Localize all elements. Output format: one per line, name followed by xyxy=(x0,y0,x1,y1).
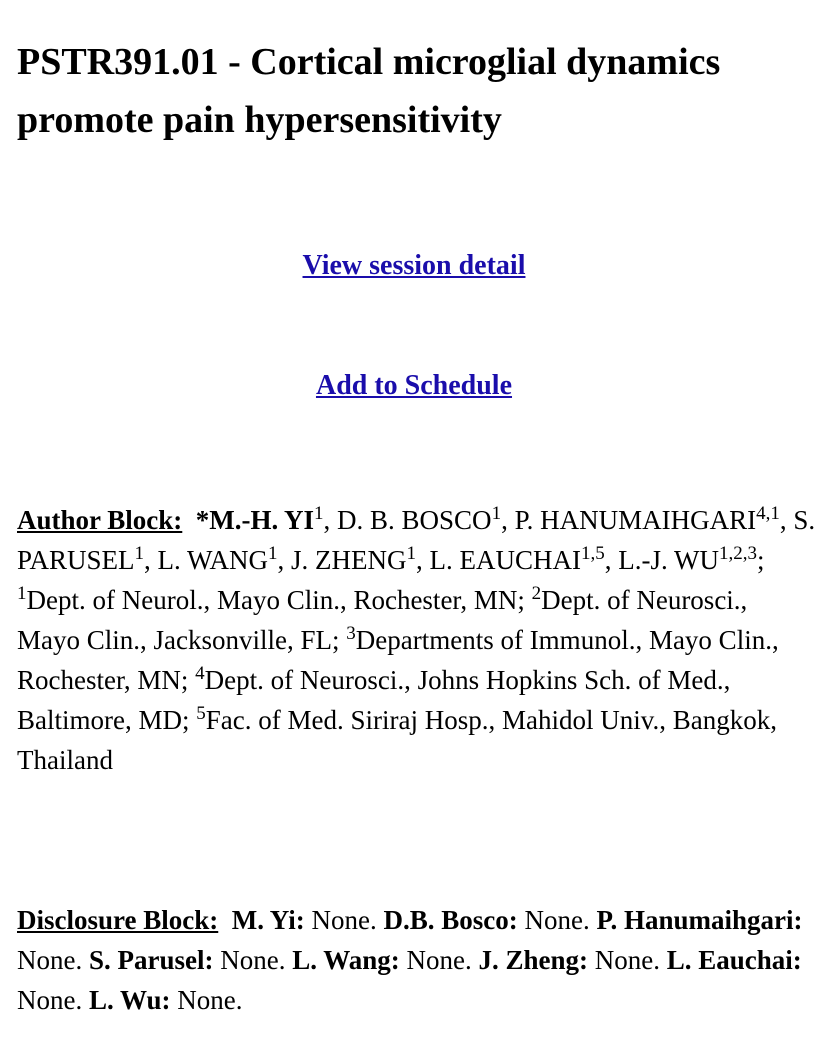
disclosure-value: None. xyxy=(17,985,83,1015)
affiliation-separator: ; xyxy=(181,705,197,735)
disclosure-name: L. Wu: xyxy=(88,985,171,1015)
disclosure-name: L. Wang: xyxy=(292,945,400,975)
affiliation-text: Dept. of Neurol., Mayo Clin., Rochester, MN xyxy=(26,585,518,615)
author-separator: , xyxy=(779,505,794,535)
author-name: D. B. BOSCO xyxy=(337,505,492,535)
author-affiliation-number: 1 xyxy=(406,543,417,564)
author-name: L.-J. WU xyxy=(618,545,720,575)
author-separator: , xyxy=(604,545,619,575)
disclosure-value: None. xyxy=(177,985,243,1015)
affiliation-text: Dept. of Neurosci., Johns Hopkins Sch. of Med., Baltimore, MD xyxy=(17,665,731,735)
affiliation-text: Dept. of Neurosci., Mayo Clin., Jacksonville, FL xyxy=(17,585,748,655)
author-affiliation-number: 1 xyxy=(268,543,278,564)
disclosure-value: None. xyxy=(406,945,472,975)
disclosure-name: M. Yi: xyxy=(231,905,305,935)
author-separator: ; xyxy=(757,545,765,575)
author-block xyxy=(17,500,817,780)
disclosure-name: S. Parusel: xyxy=(88,945,214,975)
author-affiliation-number: 1 xyxy=(314,503,324,524)
author-separator: , xyxy=(277,545,292,575)
affiliation-separator: ; xyxy=(331,625,347,655)
affiliation-list xyxy=(17,585,779,775)
disclosure-block-label: Disclosure Block: xyxy=(17,905,219,935)
add-to-schedule-link[interactable]: Add to Schedule xyxy=(315,370,513,401)
disclosure-value: None. xyxy=(220,945,286,975)
affiliation-separator: ; xyxy=(180,665,196,695)
author-separator: , xyxy=(144,545,158,575)
affiliation-text: Departments of Immunol., Mayo Clin., Rochester, MN xyxy=(17,625,779,695)
author-name: L. WANG xyxy=(157,545,269,575)
disclosure-value: None. xyxy=(311,905,377,935)
disclosure-name: P. Hanumaihgari: xyxy=(596,905,803,935)
author-name: *M.-H. YI xyxy=(195,505,315,535)
affiliation-number: 4 xyxy=(195,663,205,684)
affiliation-text: Fac. of Med. Siriraj Hosp., Mahidol Univ., Bangkok, Thailand xyxy=(17,705,777,775)
affiliation-number: 1 xyxy=(17,583,27,604)
author-block-label: Author Block: xyxy=(17,505,183,535)
affiliation-number: 3 xyxy=(346,623,356,644)
disclosure-value: None. xyxy=(524,905,590,935)
affiliation-number: 2 xyxy=(531,583,542,604)
session-link-row xyxy=(0,250,828,282)
author-affiliation-number: 1,5 xyxy=(581,543,605,564)
page-title: PSTR391.01 - Cortical microglial dynamics promote pain hypersensitivity xyxy=(17,41,721,141)
author-affiliation-number: 1 xyxy=(134,543,145,564)
author-affiliation-number: 1,2,3 xyxy=(719,543,758,564)
affiliation-number: 5 xyxy=(196,703,206,724)
affiliation-separator: ; xyxy=(517,585,532,615)
author-separator: , xyxy=(416,545,430,575)
disclosure-value: None. xyxy=(594,945,661,975)
disclosure-name: J. Zheng: xyxy=(478,945,589,975)
disclosure-block xyxy=(17,900,817,1020)
author-name: L. EAUCHAI xyxy=(429,545,582,575)
author-separator: , xyxy=(323,505,338,535)
author-separator: , xyxy=(501,505,515,535)
schedule-link-row xyxy=(0,370,828,402)
author-name: S. PARUSEL xyxy=(17,505,816,575)
author-name: J. ZHENG xyxy=(291,545,407,575)
disclosure-name: D.B. Bosco: xyxy=(383,905,518,935)
view-session-detail-link[interactable]: View session detail xyxy=(302,250,526,281)
disclosure-name: L. Eauchai: xyxy=(666,945,802,975)
author-affiliation-number: 1 xyxy=(491,503,502,524)
disclosure-value: None. xyxy=(17,945,83,975)
author-affiliation-number: 4,1 xyxy=(756,503,780,524)
author-name: P. HANUMAIHGARI xyxy=(514,505,757,535)
